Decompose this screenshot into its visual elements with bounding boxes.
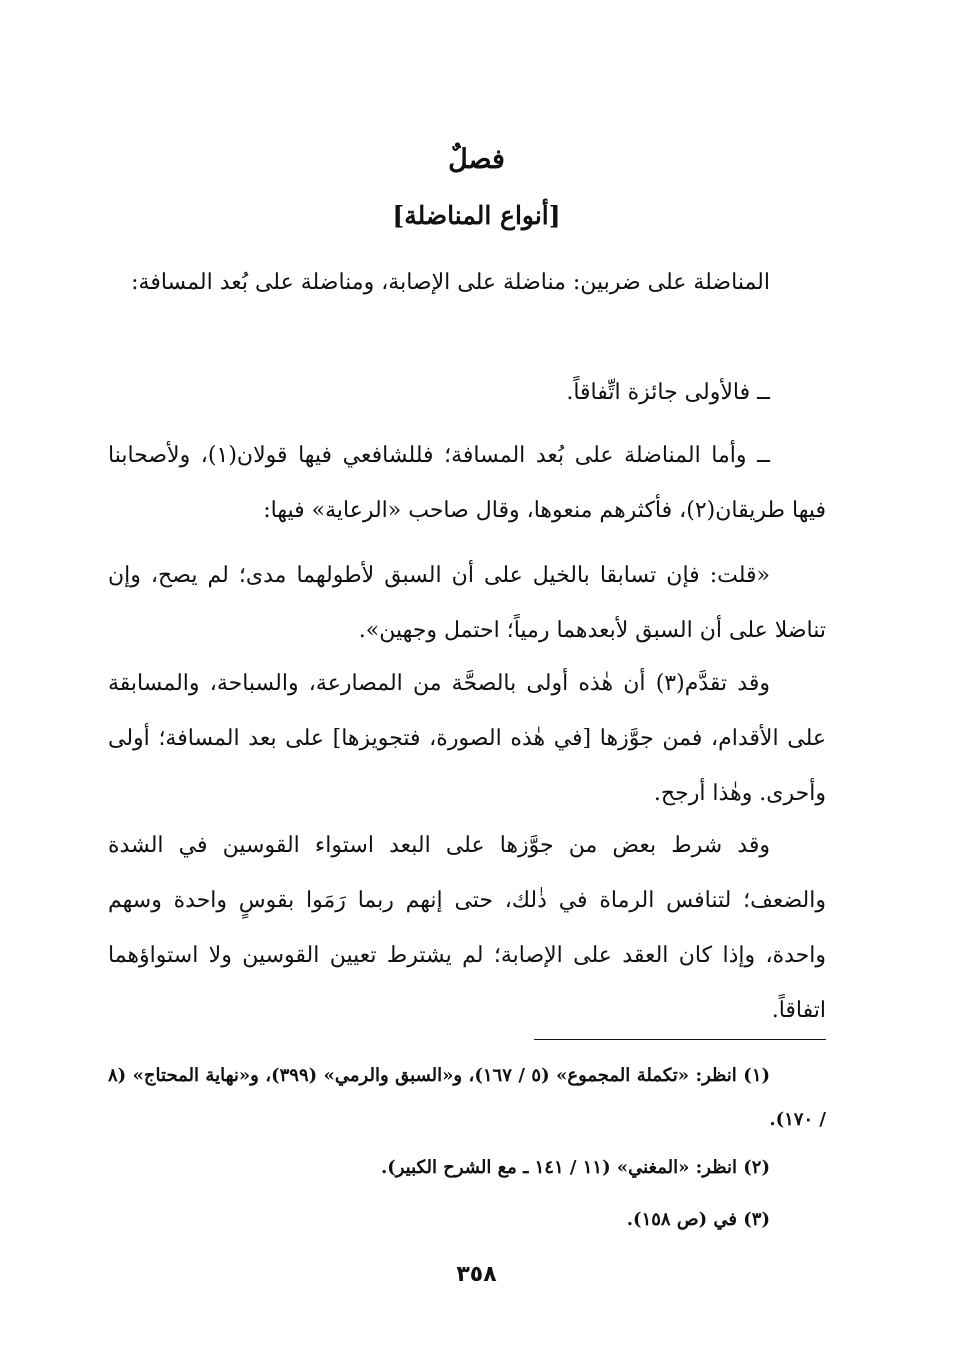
paragraph-3-text: ــ وأما المناضلة على بُعد المسافة؛ فللشافعي فيها قولان(١)، ولأصحابنا فيها طريقان(٢)، فأكثرهم منعوها، وقال صاحب «الرعاية» فيها: [108,443,826,523]
footnote-1-text: (١) انظر: «تكملة المجموع» (٥ / ١٦٧)، و«السبق والرمي» (٣٩٩)، و«نهاية المحتاج» (٨ / ١٧٠). [108,1065,826,1130]
footnote-2 [108,1146,826,1190]
paragraph-2 [108,365,826,420]
paragraph-4-text: «قلت: فإن تسابقا بالخيل على أن السبق لأطولهما مدى؛ لم يصح، وإن تناضلا على أن السبق لأبعدهما رمياً؛ احتمل وجهين». [108,563,826,643]
paragraph-2-text: ــ فالأولى جائزة اتِّفاقاً. [566,380,770,405]
paragraph-1-text: المناضلة على ضربين: مناضلة على الإصابة، ومناضلة على بُعد المسافة: [131,270,770,295]
footnote-3 [108,1198,826,1242]
footnote-divider [534,1039,826,1040]
paragraph-5 [108,656,826,821]
paragraph-6-text: وقد شرط بعض من جوَّزها على البعد استواء القوسين في الشدة والضعف؛ لتنافس الرماة في ذٰلك، حتى إنهم ربما رَمَوا بقوسٍ واحدة وسهم واحدة، وإذا كان العقد على الإصابة؛ لم يشترط تعيين القوسين ولا استواؤهما اتفاقاً. [108,833,826,1023]
footnote-1 [108,1054,826,1142]
page-number: ٣٥٨ [456,1262,497,1287]
section-title: [أنواع المناضلة] [392,201,561,230]
footnote-3-text: (٣) في (ص ١٥٨). [626,1209,770,1230]
paragraph-6 [108,818,826,1038]
paragraph-5-text: وقد تقدَّم(٣) أن هٰذه أولى بالصحَّة من المصارعة، والسباحة، والمسابقة على الأقدام، فمن جوَّزها [في هٰذه الصورة، فتجويزها] على بعد المسافة؛ أولى وأحرى. وهٰذا أرجح. [108,671,826,806]
footnote-2-text: (٢) انظر: «المغني» (١١ / ١٤١ ـ مع الشرح الكبير). [380,1157,770,1178]
paragraph-1 [108,255,826,310]
paragraph-3 [108,428,826,538]
chapter-title: فصلٌ [448,144,505,175]
paragraph-4-quote [108,548,826,658]
